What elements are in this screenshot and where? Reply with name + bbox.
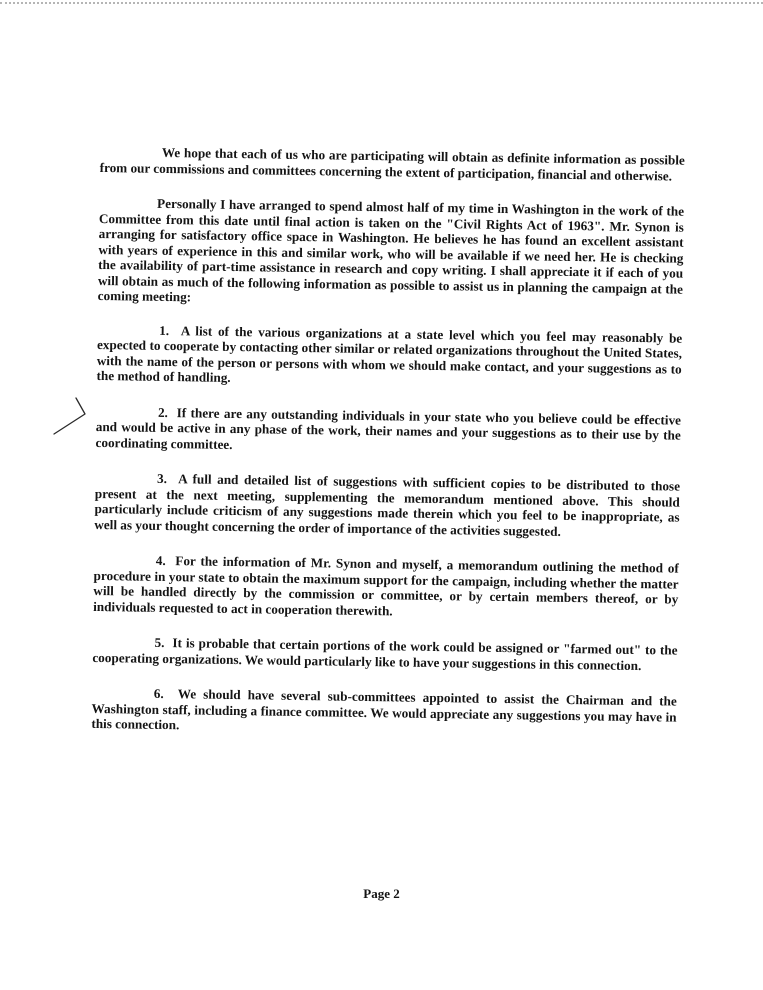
list-item bbox=[91, 685, 677, 740]
list-item bbox=[92, 634, 677, 674]
list-item bbox=[93, 552, 679, 623]
item-number: 5. bbox=[154, 634, 165, 651]
margin-check-mark bbox=[52, 394, 102, 436]
item-text: A list of the various organizations at a state level which you feel may reasonably be expected to cooperate by contacting other similar or related organizations throughout the United States, with the name of the person or persons with whom we should make contact, and your suggestions as to the method of handling. bbox=[96, 322, 683, 385]
list-item bbox=[94, 470, 680, 541]
item-number: 3. bbox=[156, 470, 168, 487]
list-item bbox=[95, 403, 681, 458]
letter-body bbox=[91, 144, 685, 760]
item-number: 1. bbox=[159, 322, 170, 338]
list-item bbox=[96, 321, 682, 392]
page-number: Page 2 bbox=[363, 886, 400, 901]
item-number: 4. bbox=[155, 552, 166, 569]
item-text: We should have several sub-committees appointed to assist the Chairman and the Washington staff, including a finance committee. We would appreciate any suggestions you may have in this connection. bbox=[91, 686, 677, 733]
page-top-edge bbox=[0, 2, 763, 4]
item-text: If there are any outstanding individuals in your state who you believe could be effective and would be active in any phase of the work, their names and your suggestions as to their use by the coordinating committee. bbox=[95, 404, 682, 452]
item-number: 6. bbox=[153, 685, 164, 702]
item-text: A full and detailed list of suggestions with sufficient copies to be distributed to those present at the next meeting, supplementing the memorandum mentioned above. This should particularly include criticism of any suggestions made therein which you feel to be inappropriate, as well as your thought concerning the order of importance of the activities suggested. bbox=[94, 471, 681, 539]
item-number: 2. bbox=[157, 404, 169, 420]
paragraph-intro: We hope that each of us who are participating will obtain as definite information as possible from our commissions and committees concerning the extent of participation, financial and otherwise. bbox=[99, 144, 685, 183]
paragraph-personal: Personally I have arranged to spend almost half of my time in Washington in the work of the Committee from this date until final action is taken on the "Civil Rights Act of 1963". Mr. Synon is arranging for satisfactory office space in Washington. He believes he has found an excellent assistant with years of experience in this and similar work, who will be available if we need her. He is checking the availability of part-time assistance in research and copy writing. I shall appreciate it if each of you will obtain as much of the following information as possible to assist us in planning the campaign at the coming meeting: bbox=[97, 195, 685, 305]
item-text: It is probable that certain portions of the work could be assigned or "farmed out" to the cooperating organizations. We would particularly like to have your suggestions in this connection. bbox=[92, 635, 678, 673]
item-text: For the information of Mr. Synon and myself, a memorandum outlining the method of procedure in your state to obtain the maximum support for the campaign, including whether the matter will be handled directly by the commission or committee, or by certain members thereof, or by individuals requested to act in cooperation therewith. bbox=[93, 553, 679, 618]
